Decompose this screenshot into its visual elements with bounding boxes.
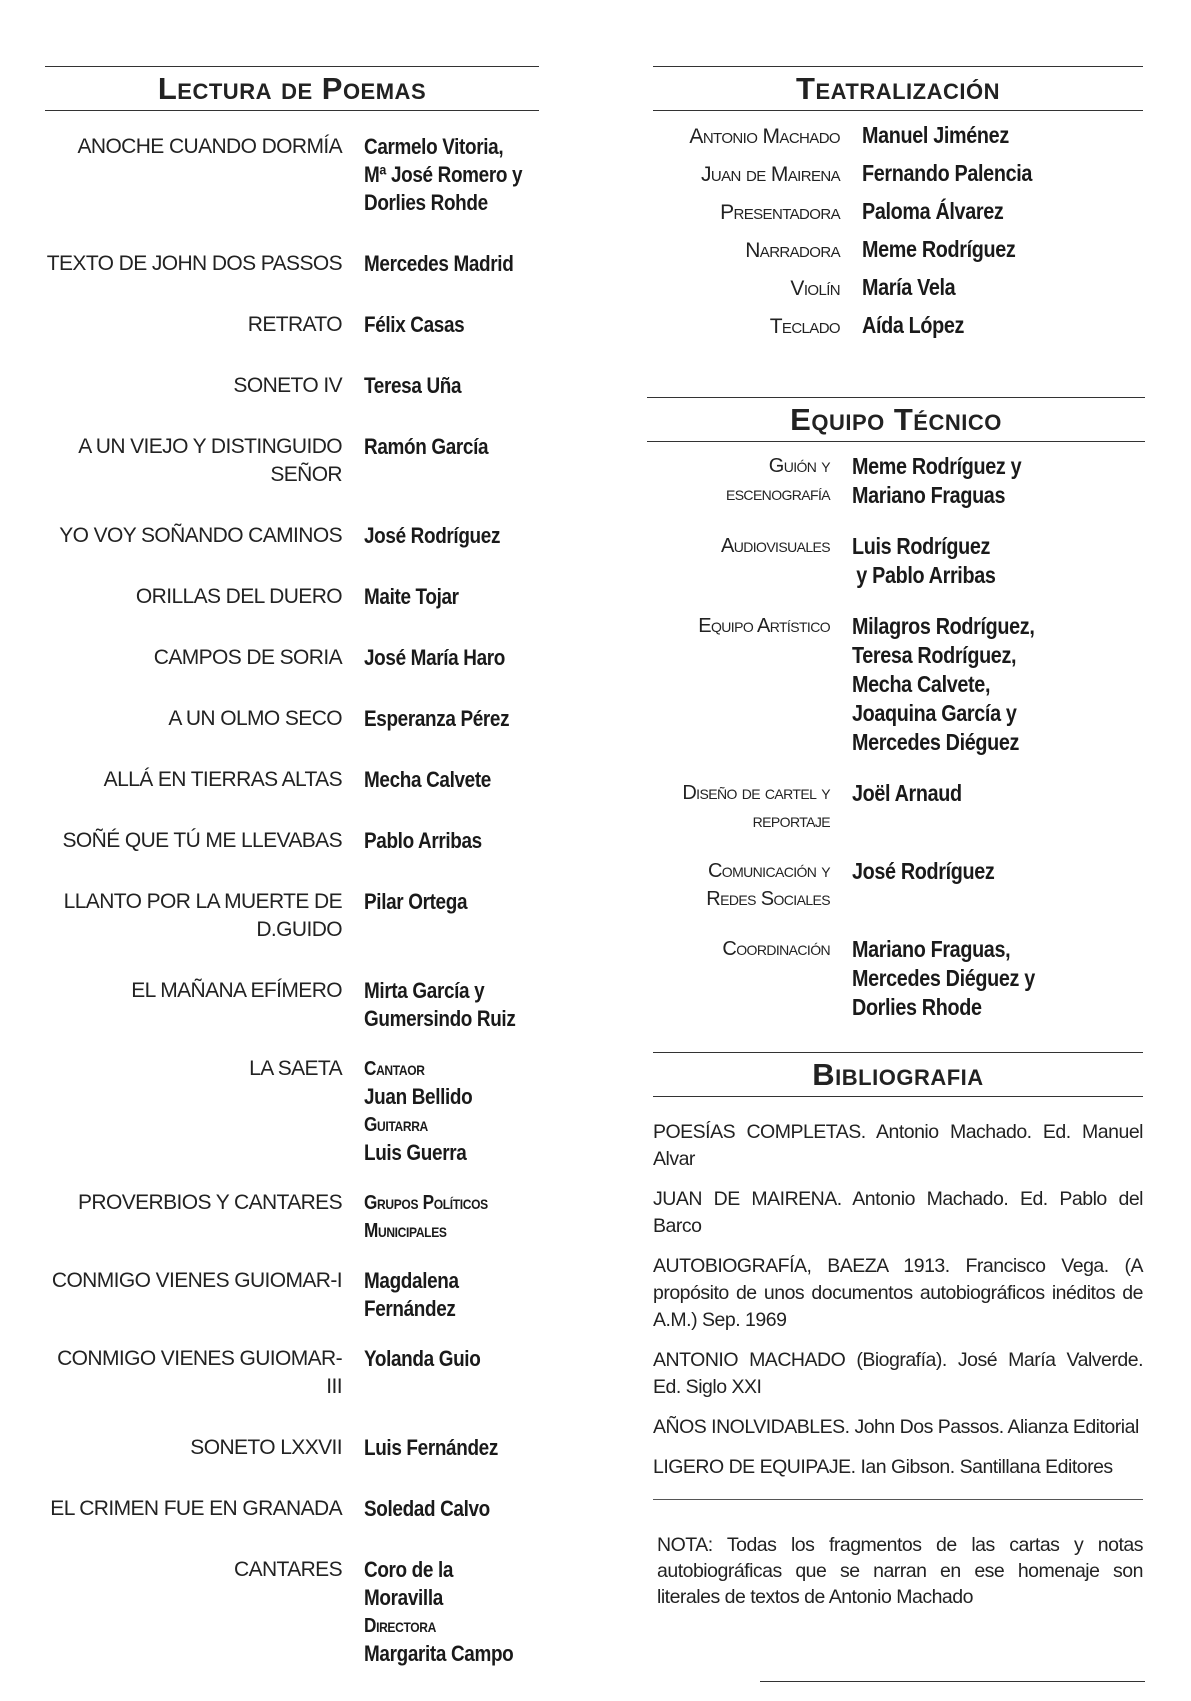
crew-role bbox=[653, 452, 830, 510]
reader: Maite Tojar bbox=[364, 584, 459, 609]
reader: Gumersindo Ruiz bbox=[364, 1006, 516, 1031]
poem-readers bbox=[364, 311, 464, 339]
poem-readers bbox=[364, 1267, 459, 1323]
poem-row bbox=[45, 1556, 539, 1668]
poem-readers bbox=[364, 583, 459, 611]
reader: Mirta García y bbox=[364, 978, 485, 1003]
crew-role-line: Diseño de cartel y bbox=[682, 782, 830, 804]
crew-row bbox=[653, 935, 1143, 1022]
poem-readers bbox=[364, 888, 467, 944]
poem-readers bbox=[364, 1556, 513, 1668]
crew-role bbox=[653, 532, 830, 590]
crew-role-line: Comunicación y bbox=[707, 860, 830, 882]
biblio-entry: JUAN DE MAIRENA. Antonio Machado. Ed. Pablo del Barco bbox=[653, 1188, 1143, 1237]
cast-name: María Vela bbox=[862, 274, 956, 300]
reader: Mª José Romero y bbox=[364, 162, 523, 187]
poem-readers bbox=[364, 644, 505, 672]
poem-title: ANOCHE CUANDO DORMÍA bbox=[77, 135, 342, 158]
cast-row bbox=[653, 311, 1143, 349]
poem-row bbox=[45, 644, 539, 672]
cast-role: Antonio Machado bbox=[689, 125, 840, 148]
biblio-entry: POESÍAS COMPLETAS. Antonio Machado. Ed. Manuel Alvar bbox=[653, 1121, 1143, 1170]
crew-role-line: Redes Sociales bbox=[706, 888, 830, 910]
poem-title: SONETO LXXVII bbox=[190, 1436, 342, 1459]
reader-role: Directora bbox=[364, 1615, 436, 1637]
crew-name: Milagros Rodríguez, bbox=[852, 613, 1035, 639]
crew-names bbox=[852, 935, 1035, 1022]
poem-title: SONETO IV bbox=[233, 374, 342, 397]
reader-role: Cantaor bbox=[364, 1058, 425, 1080]
crew-role bbox=[653, 779, 830, 835]
crew-name: José Rodríguez bbox=[852, 858, 995, 884]
poem-row bbox=[45, 766, 539, 794]
poem-readers bbox=[364, 1055, 472, 1167]
poem-title: ORILLAS DEL DUERO bbox=[135, 585, 342, 608]
crew-row bbox=[653, 779, 1143, 835]
reader: Mecha Calvete bbox=[364, 767, 491, 792]
biblio-entry: AÑOS INOLVIDABLES. John Dos Passos. Alianza Editorial bbox=[653, 1416, 1139, 1438]
biblio-entry: ANTONIO MACHADO (Biografía). José María Valverde. Ed. Siglo XXI bbox=[653, 1349, 1143, 1398]
reader: Mercedes Madrid bbox=[364, 251, 514, 276]
equipo-list bbox=[653, 442, 1143, 1022]
poem-readers bbox=[364, 1345, 480, 1401]
poem-title: CAMPOS DE SORIA bbox=[153, 646, 342, 669]
reader-role: Municipales bbox=[364, 1220, 447, 1242]
poem-row bbox=[45, 1055, 539, 1167]
poem-readers bbox=[364, 1495, 490, 1523]
poem-row bbox=[45, 977, 539, 1033]
poem-title: TEXTO DE JOHN DOS PASSOS bbox=[46, 252, 342, 275]
cast-row bbox=[653, 197, 1143, 235]
poem-title: CONMIGO VIENES GUIOMAR-III bbox=[57, 1347, 342, 1398]
cast-name: Manuel Jiménez bbox=[862, 122, 1009, 148]
reader: Soledad Calvo bbox=[364, 1496, 490, 1521]
crew-name: Meme Rodríguez y bbox=[852, 453, 1022, 479]
crew-name: Mariano Fraguas, bbox=[852, 936, 1011, 962]
cast-role: Juan de Mairena bbox=[700, 163, 840, 186]
right-column bbox=[653, 66, 1143, 1610]
teatro-list bbox=[653, 111, 1143, 349]
crew-name: Mercedes Diéguez bbox=[852, 729, 1020, 755]
biblio-divider bbox=[653, 1499, 1143, 1500]
reader: Margarita Campo bbox=[364, 1641, 514, 1666]
crew-name: Mecha Calvete, bbox=[852, 671, 991, 697]
reader: Coro de la bbox=[364, 1557, 454, 1582]
cast-row bbox=[653, 159, 1143, 197]
reader: Luis Fernández bbox=[364, 1435, 498, 1460]
biblio-list bbox=[653, 1097, 1143, 1610]
poem-title: CONMIGO VIENES GUIOMAR-I bbox=[51, 1269, 342, 1292]
crew-names bbox=[852, 612, 1034, 757]
poem-row bbox=[45, 133, 539, 217]
reader: Teresa Uña bbox=[364, 373, 462, 398]
reader-role: Grupos Políticos bbox=[364, 1192, 488, 1214]
poem-row bbox=[45, 1495, 539, 1523]
biblio-entry: LIGERO DE EQUIPAJE. Ian Gibson. Santillana Editores bbox=[653, 1456, 1113, 1478]
poem-readers bbox=[364, 522, 500, 550]
cast-name: Fernando Palencia bbox=[862, 160, 1033, 186]
poem-row bbox=[45, 1267, 539, 1323]
crew-name: Mercedes Diéguez y bbox=[852, 965, 1035, 991]
reader: Dorlies Rohde bbox=[364, 190, 488, 215]
reader: Magdalena bbox=[364, 1268, 459, 1293]
poem-row bbox=[45, 1189, 539, 1245]
poem-row bbox=[45, 888, 539, 944]
cast-role: Presentadora bbox=[720, 201, 840, 224]
poem-row bbox=[45, 311, 539, 339]
poem-readers bbox=[364, 827, 482, 855]
crew-role-line: Equipo Artístico bbox=[698, 615, 830, 637]
crew-name: Joël Arnaud bbox=[852, 780, 962, 806]
poem-row bbox=[45, 1345, 539, 1401]
crew-names bbox=[852, 532, 996, 590]
poem-row bbox=[45, 705, 539, 733]
cast-name: Aída López bbox=[862, 312, 965, 338]
poem-readers bbox=[364, 1189, 488, 1245]
reader: Pilar Ortega bbox=[364, 889, 468, 914]
reader: Esperanza Pérez bbox=[364, 706, 510, 731]
biblio-entry: AUTOBIOGRAFÍA, BAEZA 1913. Francisco Vega. (A propósito de unos documentos autobiográficos inéditos de A.M.) Sep. 1969 bbox=[653, 1255, 1143, 1331]
crew-name: Luis Rodríguez bbox=[852, 533, 991, 559]
crew-row bbox=[653, 857, 1143, 913]
reader: José Rodríguez bbox=[364, 523, 501, 548]
poem-title: EL CRIMEN FUE EN GRANADA bbox=[50, 1497, 342, 1520]
crew-role bbox=[653, 857, 830, 913]
crew-row bbox=[653, 612, 1143, 757]
crew-names bbox=[852, 452, 1021, 510]
crew-role-line: escenografía bbox=[725, 483, 830, 505]
biblio-heading: Bibliografia bbox=[653, 1052, 1143, 1097]
crew-role-line: Audiovisuales bbox=[720, 535, 830, 557]
crew-name: Dorlies Rhode bbox=[852, 994, 982, 1020]
reader: Félix Casas bbox=[364, 312, 465, 337]
cast-role: Teclado bbox=[769, 315, 840, 338]
poem-row bbox=[45, 522, 539, 550]
cast-name: Paloma Álvarez bbox=[862, 198, 1004, 224]
poem-title: LLANTO POR LA MUERTE DE D.GUIDO bbox=[63, 890, 342, 941]
poem-readers bbox=[364, 250, 513, 278]
poem-title: LA SAETA bbox=[249, 1057, 342, 1080]
cast-name: Meme Rodríguez bbox=[862, 236, 1016, 262]
poem-title: YO VOY SOÑANDO CAMINOS bbox=[59, 524, 342, 547]
cast-row bbox=[653, 273, 1143, 311]
poem-readers bbox=[364, 372, 461, 400]
crew-names bbox=[852, 857, 994, 913]
reader: Yolanda Guio bbox=[364, 1346, 481, 1371]
poem-readers bbox=[364, 977, 515, 1033]
reader-role: Guitarra bbox=[364, 1114, 428, 1136]
crew-role bbox=[653, 612, 830, 757]
poem-title: EL MAÑANA EFÍMERO bbox=[131, 979, 342, 1002]
crew-role bbox=[653, 935, 830, 1022]
cast-role: Violín bbox=[790, 277, 840, 300]
poems-list bbox=[45, 111, 539, 1668]
cast-row bbox=[653, 235, 1143, 273]
crew-name: Mariano Fraguas bbox=[852, 482, 1006, 508]
crew-name: Joaquina García y bbox=[852, 700, 1017, 726]
poem-title: A UN OLMO SECO bbox=[168, 707, 342, 730]
left-column bbox=[45, 66, 539, 1701]
reader: José María Haro bbox=[364, 645, 506, 670]
crew-row bbox=[653, 452, 1143, 510]
poem-title: RETRATO bbox=[247, 313, 342, 336]
nota-text: NOTA: Todas los fragmentos de las cartas y notas autobiográficas que se narran en ese homenaje son literales de textos de Antonio Machado bbox=[657, 1534, 1143, 1608]
poem-readers bbox=[364, 705, 509, 733]
equipo-heading: Equipo Técnico bbox=[647, 397, 1145, 442]
reader: Moravilla bbox=[364, 1585, 443, 1610]
cast-row bbox=[653, 121, 1143, 159]
poem-readers bbox=[364, 133, 522, 217]
reader: Juan Bellido bbox=[364, 1084, 473, 1109]
poem-readers bbox=[364, 1434, 498, 1462]
crew-name: Teresa Rodríguez, bbox=[852, 642, 1017, 668]
footer-divider bbox=[760, 1681, 1145, 1682]
poem-title: ALLÁ EN TIERRAS ALTAS bbox=[103, 768, 342, 791]
crew-name: y Pablo Arribas bbox=[856, 562, 996, 588]
crew-role-line: reportaje bbox=[752, 810, 830, 832]
poem-readers bbox=[364, 766, 491, 794]
poem-title: A UN VIEJO Y DISTINGUIDO SEÑOR bbox=[78, 435, 342, 486]
poem-row bbox=[45, 827, 539, 855]
crew-role-line: Coordinación bbox=[722, 938, 830, 960]
cast-role: Narradora bbox=[745, 239, 840, 262]
poem-row bbox=[45, 1434, 539, 1462]
poem-row bbox=[45, 372, 539, 400]
poem-row bbox=[45, 433, 539, 489]
poem-readers bbox=[364, 433, 488, 489]
reader: Pablo Arribas bbox=[364, 828, 482, 853]
reader: Fernández bbox=[364, 1296, 456, 1321]
reader: Luis Guerra bbox=[364, 1140, 467, 1165]
poem-title: SOÑÉ QUE TÚ ME LLEVABAS bbox=[62, 829, 342, 852]
crew-role-line: Guión y bbox=[768, 455, 830, 477]
poem-row bbox=[45, 583, 539, 611]
crew-names bbox=[852, 779, 962, 835]
poem-title: PROVERBIOS Y CANTARES bbox=[78, 1191, 342, 1214]
poem-title: CANTARES bbox=[234, 1558, 342, 1581]
reader: Carmelo Vitoria, bbox=[364, 134, 504, 159]
poems-heading: Lectura de Poemas bbox=[45, 66, 539, 111]
poem-row bbox=[45, 250, 539, 278]
crew-row bbox=[653, 532, 1143, 590]
teatro-heading: Teatralización bbox=[653, 66, 1143, 111]
reader: Ramón García bbox=[364, 434, 489, 459]
